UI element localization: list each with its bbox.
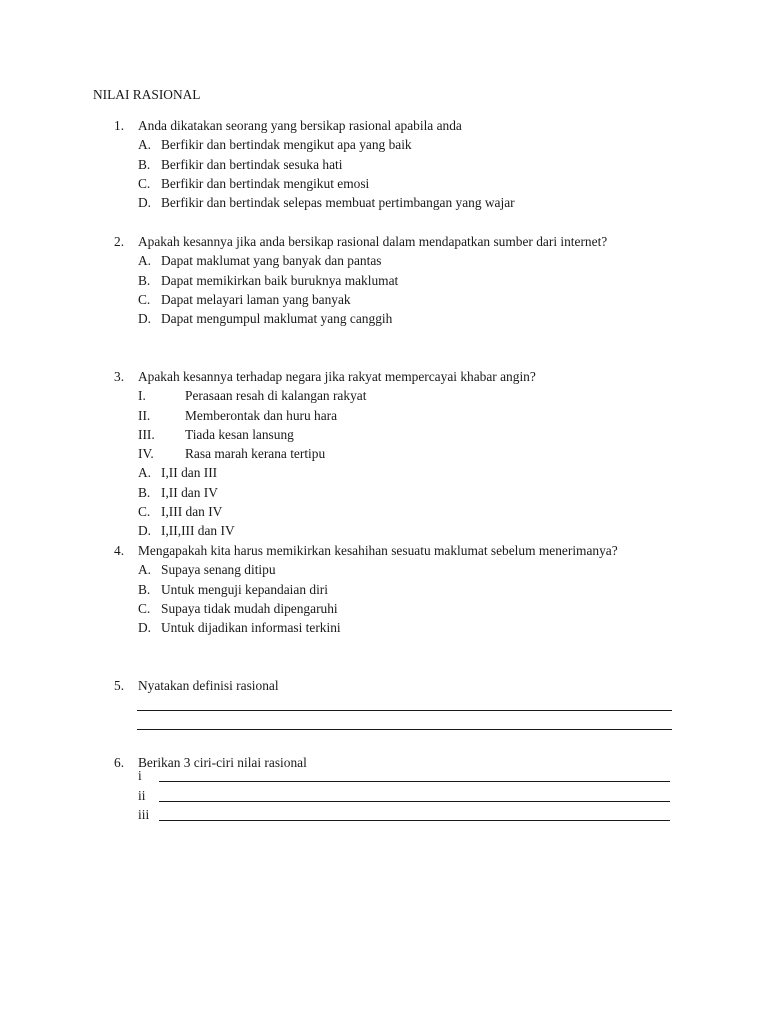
question-text: Nyatakan definisi rasional [138, 678, 279, 693]
statement-i [0, 386, 768, 405]
question-number: 3. [114, 369, 125, 384]
option-d [0, 521, 768, 540]
option-a [0, 251, 768, 270]
option-d [0, 193, 768, 212]
option-text: Dapat melayari laman yang banyak [161, 291, 351, 307]
option-text: Berfikir dan bertindak mengikut emosi [161, 175, 370, 191]
option-text: Berfikir dan bertindak mengikut apa yang baik [161, 137, 412, 153]
answer-item-ii [0, 786, 768, 806]
question-text: Apakah kesannya jika anda bersikap rasional dalam mendapatkan sumber dari internet? [138, 234, 608, 249]
option-text: I,II dan III [161, 465, 218, 481]
question-number: 5. [114, 678, 125, 693]
option-b [0, 483, 768, 502]
option-letter: C. [138, 600, 151, 616]
question-5 [0, 676, 768, 695]
item-label: ii [138, 787, 146, 803]
question-2 [0, 232, 768, 328]
option-d [0, 309, 768, 328]
option-text: Supaya senang ditipu [161, 562, 276, 578]
option-c [0, 290, 768, 309]
option-letter: A. [138, 137, 152, 153]
option-c [0, 599, 768, 618]
option-letter: C. [138, 504, 151, 520]
option-c [0, 174, 768, 193]
statement-text: Perasaan resah di kalangan rakyat [185, 388, 367, 404]
option-text: Berfikir dan bertindak selepas membuat pertimbangan yang wajar [161, 195, 515, 211]
option-letter: A. [138, 253, 152, 269]
option-letter: D. [138, 195, 152, 211]
statement-iii [0, 425, 768, 444]
option-letter: C. [138, 291, 151, 307]
option-c [0, 502, 768, 521]
question-number: 1. [114, 118, 125, 133]
statement-label: I. [138, 388, 146, 404]
option-letter: B. [138, 581, 151, 597]
item-label: iii [138, 807, 150, 823]
statement-label: III. [138, 426, 155, 442]
option-text: I,II dan IV [161, 484, 218, 500]
option-b [0, 155, 768, 174]
option-text: Dapat memikirkan baik buruknya maklumat [161, 272, 399, 288]
option-letter: B. [138, 272, 151, 288]
question-text: Apakah kesannya terhadap negara jika rakyat mempercayai khabar angin? [138, 369, 536, 384]
option-letter: C. [138, 175, 151, 191]
statement-text: Tiada kesan lansung [185, 426, 294, 442]
option-text: Dapat mengumpul maklumat yang canggih [161, 311, 393, 327]
option-a [0, 560, 768, 579]
option-text: I,II,III dan IV [161, 523, 235, 539]
statement-ii [0, 406, 768, 425]
option-letter: A. [138, 465, 152, 481]
option-b [0, 271, 768, 290]
option-b [0, 580, 768, 599]
question-4 [0, 541, 768, 637]
answer-item-iii [0, 805, 768, 825]
option-text: Untuk dijadikan informasi terkini [161, 620, 341, 636]
option-letter: D. [138, 523, 152, 539]
option-letter: B. [138, 156, 151, 172]
answer-line[interactable] [137, 710, 672, 711]
option-text: Berfikir dan bertindak sesuka hati [161, 156, 343, 172]
answer-line[interactable] [137, 729, 672, 730]
option-letter: A. [138, 562, 152, 578]
answer-line[interactable] [159, 820, 670, 821]
option-text: Untuk menguji kepandaian diri [161, 581, 328, 597]
statement-iv [0, 444, 768, 463]
option-text: I,III dan IV [161, 504, 223, 520]
option-text: Dapat maklumat yang banyak dan pantas [161, 253, 382, 269]
option-letter: D. [138, 311, 152, 327]
page-title: NILAI RASIONAL [93, 87, 201, 102]
option-text: Supaya tidak mudah dipengaruhi [161, 600, 338, 616]
answer-item-i [0, 766, 768, 786]
option-a [0, 463, 768, 482]
statement-text: Rasa marah kerana tertipu [185, 446, 326, 462]
question-number: 2. [114, 234, 125, 249]
answer-line[interactable] [159, 781, 670, 782]
question-number: 6. [114, 755, 125, 770]
question-1 [0, 116, 768, 212]
question-3 [0, 367, 768, 541]
question-text: Mengapakah kita harus memikirkan kesahihan sesuatu maklumat sebelum menerimanya? [138, 543, 618, 558]
question-6 [0, 753, 768, 825]
question-text: Anda dikatakan seorang yang bersikap rasional apabila anda [138, 118, 462, 133]
option-d [0, 618, 768, 637]
item-label: i [138, 768, 142, 784]
statement-label: II. [138, 407, 151, 423]
answer-line[interactable] [159, 801, 670, 802]
option-letter: D. [138, 620, 152, 636]
statement-text: Memberontak dan huru hara [185, 407, 338, 423]
option-letter: B. [138, 484, 151, 500]
option-a [0, 135, 768, 154]
question-number: 4. [114, 543, 125, 558]
statement-label: IV. [138, 446, 154, 462]
question-text: Berikan 3 ciri-ciri nilai rasional [138, 755, 307, 770]
